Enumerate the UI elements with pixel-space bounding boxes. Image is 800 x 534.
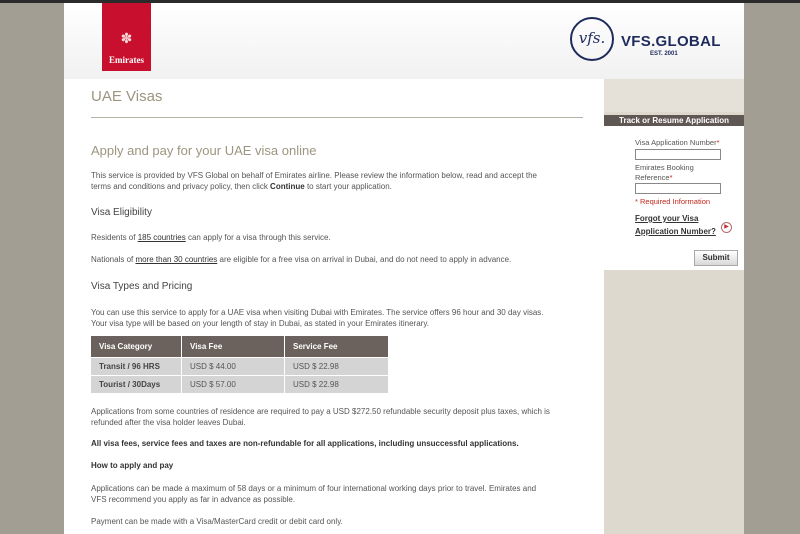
cell-visa-fee: USD $ 57.00 (182, 376, 285, 394)
cell-visa-fee: USD $ 44.00 (182, 358, 285, 376)
forgot-number-link[interactable]: Forgot your Visa Application Number? (635, 214, 716, 236)
vfs-logo-icon: vfs. (570, 17, 614, 61)
vfs-logo-est: EST. 2001 (650, 51, 678, 57)
arrow-right-icon[interactable]: ▶ (721, 222, 732, 233)
intro-text: This service is provided by VFS Global on behalf of Emirates airline. Please review the information below, read and accept the terms and conditions and privacy policy, then click Continue to start your application. (91, 171, 538, 191)
intro-heading: Apply and pay for your UAE visa online (91, 143, 317, 158)
site-header (64, 3, 744, 79)
cell-category: Transit / 96 HRS (91, 358, 182, 376)
deposit-text: Applications from some countries of residence are required to pay a USD $272.50 refundable security deposit plus taxes, which is refunded after the visa holder leaves Dubai. (91, 407, 550, 427)
emirates-logo[interactable] (102, 3, 151, 71)
cell-service-fee: USD $ 22.98 (285, 376, 389, 394)
sidebar (604, 79, 744, 534)
sidebar-top-panel (604, 79, 744, 112)
page-title: UAE Visas (91, 88, 163, 105)
title-divider (91, 117, 583, 118)
payment-text: Payment can be made with a Visa/MasterCard credit or debit card only. (91, 517, 343, 526)
col-visa-category: Visa Category (91, 336, 182, 358)
nonrefundable-text: All visa fees, service fees and taxes are non-refundable for all applications, including unsuccessful applications. (91, 439, 519, 448)
table-header-row (91, 336, 389, 358)
vfs-logo-name: VFS.GLOBAL (621, 33, 721, 50)
countries-185-link[interactable]: 185 countries (137, 233, 186, 242)
track-form (604, 126, 744, 270)
submit-button[interactable]: Submit (694, 250, 738, 266)
cell-service-fee: USD $ 22.98 (285, 358, 389, 376)
col-service-fee: Service Fee (285, 336, 389, 358)
main-content (64, 79, 604, 534)
table-row (91, 376, 389, 394)
table-row (91, 358, 389, 376)
eligibility-heading: Visa Eligibility (91, 207, 152, 218)
visa-number-label: Visa Application Number* (635, 138, 720, 147)
required-info: * Required Information (635, 197, 711, 206)
types-text: You can use this service to apply for a UAE visa when visiting Dubai with Emirates. The service offers 96 hour and 30 day visas. Your visa type will be based on your length of stay in Dubai, as stated in your Emirates itinerary. (91, 308, 544, 328)
cell-category: Tourist / 30Days (91, 376, 182, 394)
continue-emphasis: Continue (270, 182, 305, 191)
types-heading: Visa Types and Pricing (91, 281, 193, 292)
pricing-table (91, 336, 389, 393)
visa-number-input[interactable] (635, 149, 721, 160)
track-heading: Track or Resume Application (604, 115, 744, 126)
booking-reference-label: Emirates Booking Reference* (635, 163, 694, 182)
how-text: Applications can be made a maximum of 58 days or a minimum of four international working days prior to travel. Emirates and VFS recommend you apply as far in advance as possible. (91, 484, 537, 504)
booking-reference-input[interactable] (635, 183, 721, 194)
how-heading: How to apply and pay (91, 461, 174, 470)
col-visa-fee: Visa Fee (182, 336, 285, 358)
emirates-emblem-icon: ✽ (120, 31, 133, 47)
eligibility-text-1: Residents of 185 countries can apply for a visa through this service. (91, 233, 331, 242)
eligibility-text-2: Nationals of more than 30 countries are eligible for a free visa on arrival in Dubai, and do not need to apply in advance. (91, 255, 512, 264)
countries-30-link[interactable]: more than 30 countries (135, 255, 218, 264)
emirates-logo-text: Emirates (109, 55, 144, 65)
